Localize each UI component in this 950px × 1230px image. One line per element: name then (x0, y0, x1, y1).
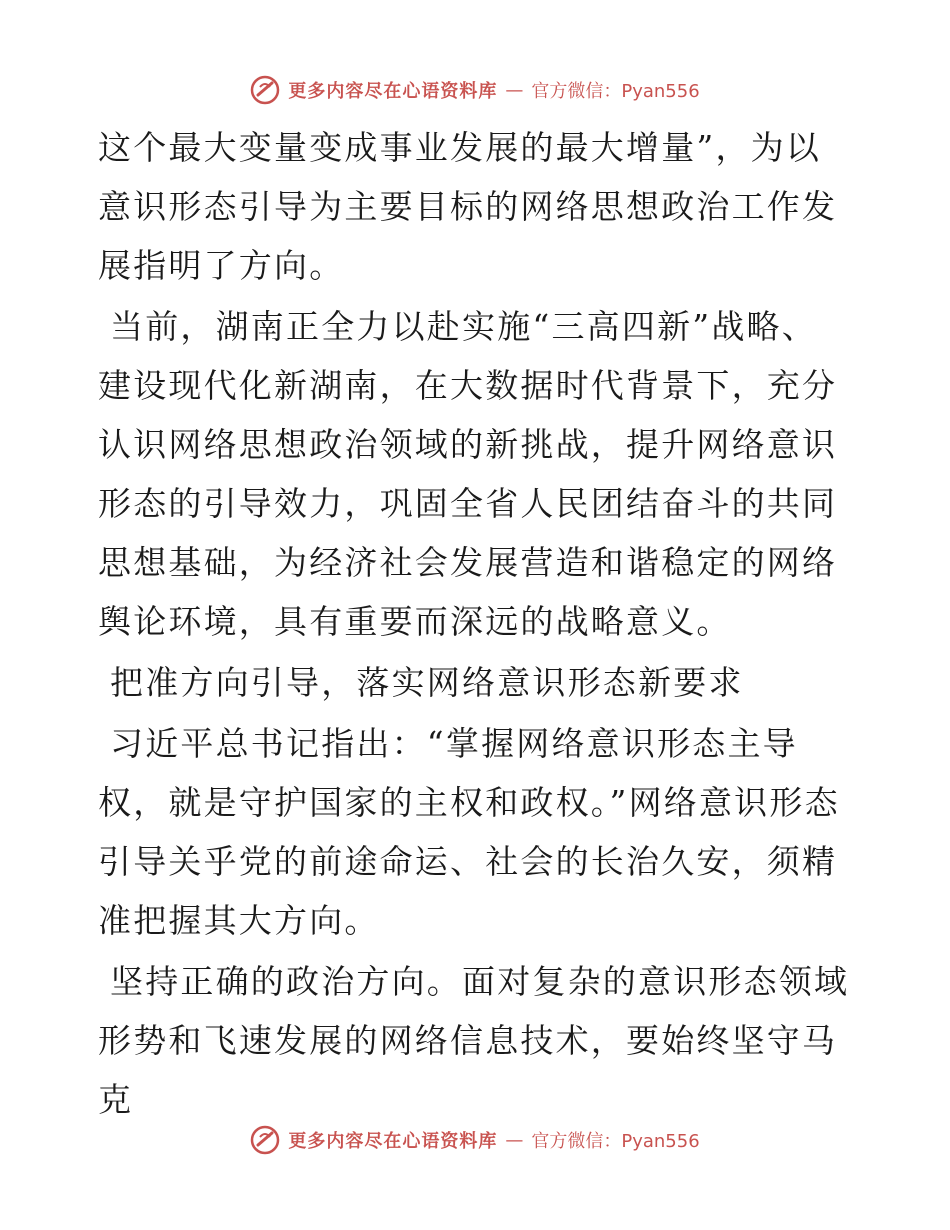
watermark-official-text: 官方微信：Pyan556 (531, 1131, 700, 1152)
watermark-separator: — (505, 79, 524, 101)
paragraph-3: 习近平总书记指出：“掌握网络意识形态主导权，就是守护国家的主权和政权。”网络意识形态引导关乎党的前途命运、社会的长治久安，须精准把握其大方向。 (98, 724, 840, 940)
paragraph-2: 当前，湖南正全力以赴实施“三高四新”战略、建设现代化新湖南，在大数据时代背景下，充分认识网络思想政治领域的新挑战，提升网络意识形态的引导效力，巩固全省人民团结奋斗的共同思想基础，为经济社会发展营造和谐稳定的网络舆论环境，具有重要而深远的战略意义。 (98, 307, 838, 641)
paragraph-1: 这个最大变量变成事业发展的最大增量”，为以意识形态引导为主要目标的网络思想政治工作发展指明了方向。 (98, 128, 838, 285)
paragraph-4: 坚持正确的政治方向。面对复杂的意识形态领域形势和飞速发展的网络信息技术，要始终坚守马克 (98, 962, 850, 1119)
section-heading: 把准方向引导，落实网络意识形态新要求 (110, 663, 744, 702)
watermark-separator: — (505, 1129, 524, 1151)
header-watermark (0, 72, 950, 108)
document-body (98, 118, 850, 1129)
footer-watermark (0, 1122, 950, 1158)
brand-logo-icon (250, 75, 280, 105)
watermark-official-text: 官方微信：Pyan556 (531, 81, 700, 102)
brand-logo-icon (250, 1125, 280, 1155)
watermark-brand-text: 更多内容尽在心语资料库 (288, 81, 498, 102)
watermark-brand-text: 更多内容尽在心语资料库 (288, 1131, 498, 1152)
